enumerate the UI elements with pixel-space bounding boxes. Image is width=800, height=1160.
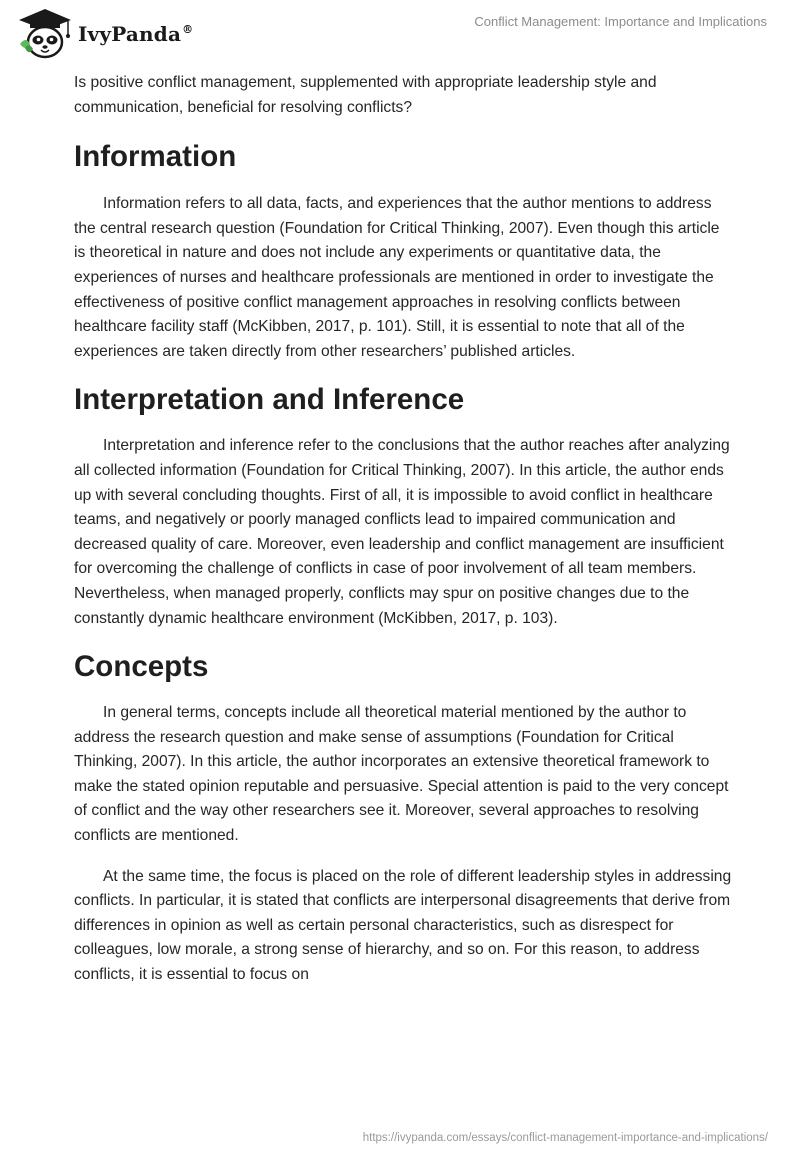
brand-name: IvyPanda® <box>78 22 194 46</box>
section-heading-interpretation: Interpretation and Inference <box>74 383 465 417</box>
brand-logo[interactable] <box>16 6 193 62</box>
source-url[interactable]: https://ivypanda.com/essays/conflict-management-importance-and-implications/ <box>362 1132 768 1144</box>
essay-content <box>74 71 734 988</box>
section-paragraph: Information refers to all data, facts, and experiences that the author mentions to address the central research question (Foundation for Critical Thinking, 2007). Even though this article is theoretical in nature and does not include any experiments or quantitative data, the experiences of nurses and healthcare professionals are mentioned in order to investigate the effectiveness of positive conflict management approaches in resolving conflicts between healthcare facility staff (McKibben, 2017, p. 101). Still, it is essential to note that all of the experiences are taken directly from other researchers’ published articles. <box>74 195 720 360</box>
section-paragraph: Interpretation and inference refer to the conclusions that the author reaches after analyzing all collected information (Foundation for Critical Thinking, 2007). In this article, the author ends up with several concluding thoughts. First of all, it is impossible to avoid conflict in healthcare teams, and negatively or poorly managed conflicts lead to impaired communication and decreased quality of care. Moreover, even leadership and conflict management are insufficient for overcoming the challenge of conflicts in case of poor involvement of all team members. Nevertheless, when managed properly, conflicts may spur on positive changes due to the constantly dynamic healthcare environment (McKibben, 2017, p. 103). <box>74 437 730 627</box>
section-heading-information: Information <box>74 140 237 174</box>
section-paragraph: At the same time, the focus is placed on the role of different leadership styles in addressing conflicts. In particular, it is stated that conflicts are interpersonal disagreements that derive from differences in opinion as well as certain personal characteristics, such as disrespect for colleagues, low morale, a strong sense of hierarchy, and so on. For this reason, to address conflicts, it is essential to focus on <box>74 867 732 984</box>
intro-paragraph: Is positive conflict management, supplemented with appropriate leadership style and communication, beneficial for resolving conflicts? <box>74 74 657 116</box>
section-heading-concepts: Concepts <box>74 650 209 684</box>
registered-mark: ® <box>182 23 194 37</box>
panda-graduate-icon <box>16 6 74 62</box>
page-header <box>0 0 800 70</box>
section-paragraph: In general terms, concepts include all theoretical material mentioned by the author to address the research question and make sense of assumptions (Foundation for Critical Thinking, 2007). In this article, the author incorporates an extensive theoretical framework to make the stated opinion reputable and persuasive. Special attention is paid to the very concept of conflict and the way other researchers see it. Moreover, several approaches to resolving conflicts are mentioned. <box>74 704 729 845</box>
document-title: Conflict Management: Importance and Implications <box>474 14 767 29</box>
